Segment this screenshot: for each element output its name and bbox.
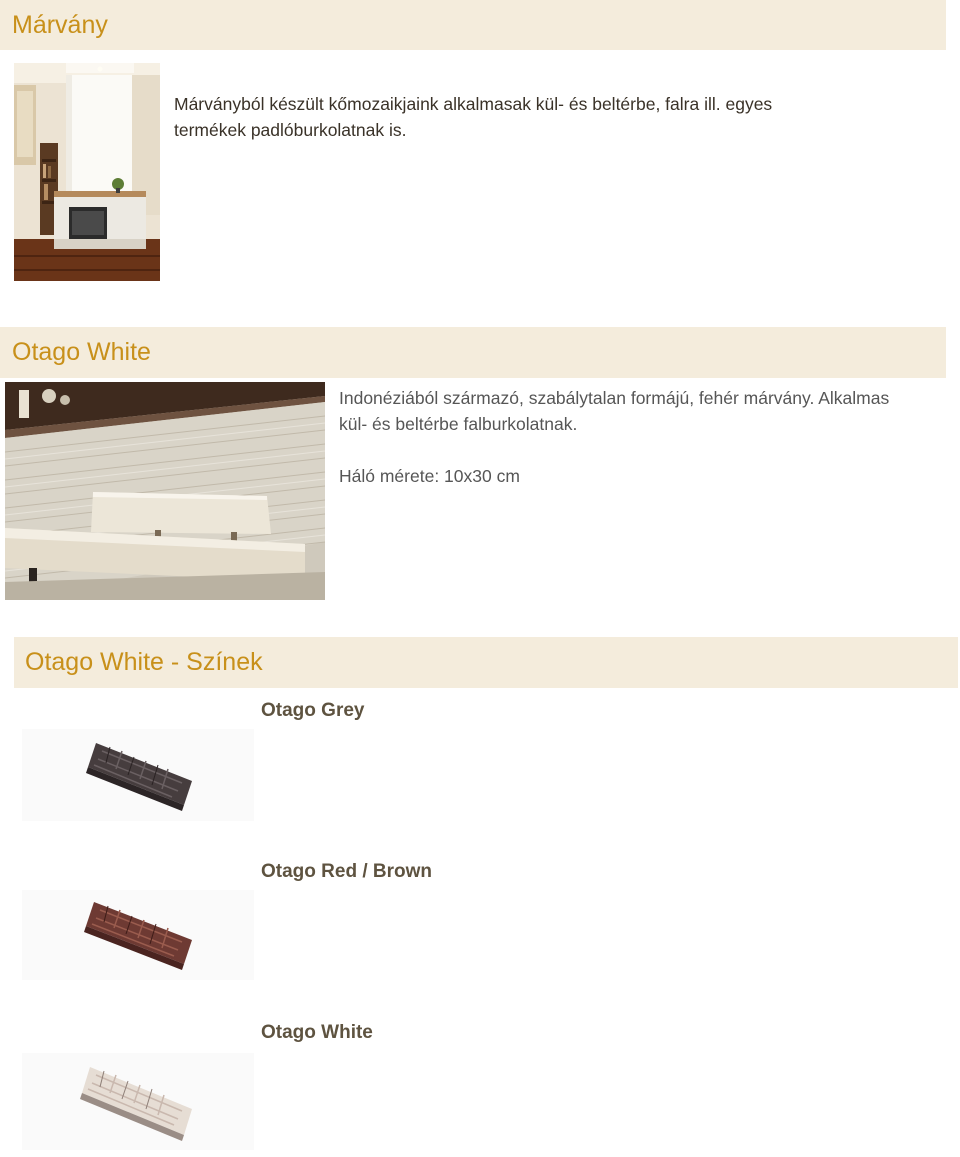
otago-white-swatch <box>22 1053 254 1150</box>
section-header-colors <box>14 637 958 688</box>
section-title-otago-white: Otago White <box>12 338 151 366</box>
otago-red-brown-label: Otago Red / Brown <box>261 861 432 882</box>
section-header-marvany <box>0 0 946 50</box>
marvany-intro-text: Márványból készült kőmozaikjaink alkalmasak kül- és beltérbe, falra ill. egyes termékek padlóburkolatnak is. <box>174 94 773 140</box>
bench-wall-photo <box>5 382 325 600</box>
section-header-otago-white <box>0 327 946 378</box>
otago-grey-swatch <box>22 729 254 821</box>
otago-white-description: Indonéziából származó, szabálytalan formájú, fehér márvány. Alkalmas kül- és beltérbe falburkolatnak. <box>339 388 890 434</box>
section-title-marvany: Márvány <box>12 11 108 39</box>
otago-grey-label: Otago Grey <box>261 700 365 721</box>
otago-red-brown-swatch <box>22 890 254 980</box>
otago-white-mesh-size: Háló mérete: 10x30 cm <box>339 466 520 486</box>
fireplace-photo <box>14 63 160 281</box>
section-title-colors: Otago White - Színek <box>25 648 263 676</box>
otago-white-label: Otago White <box>261 1022 373 1043</box>
